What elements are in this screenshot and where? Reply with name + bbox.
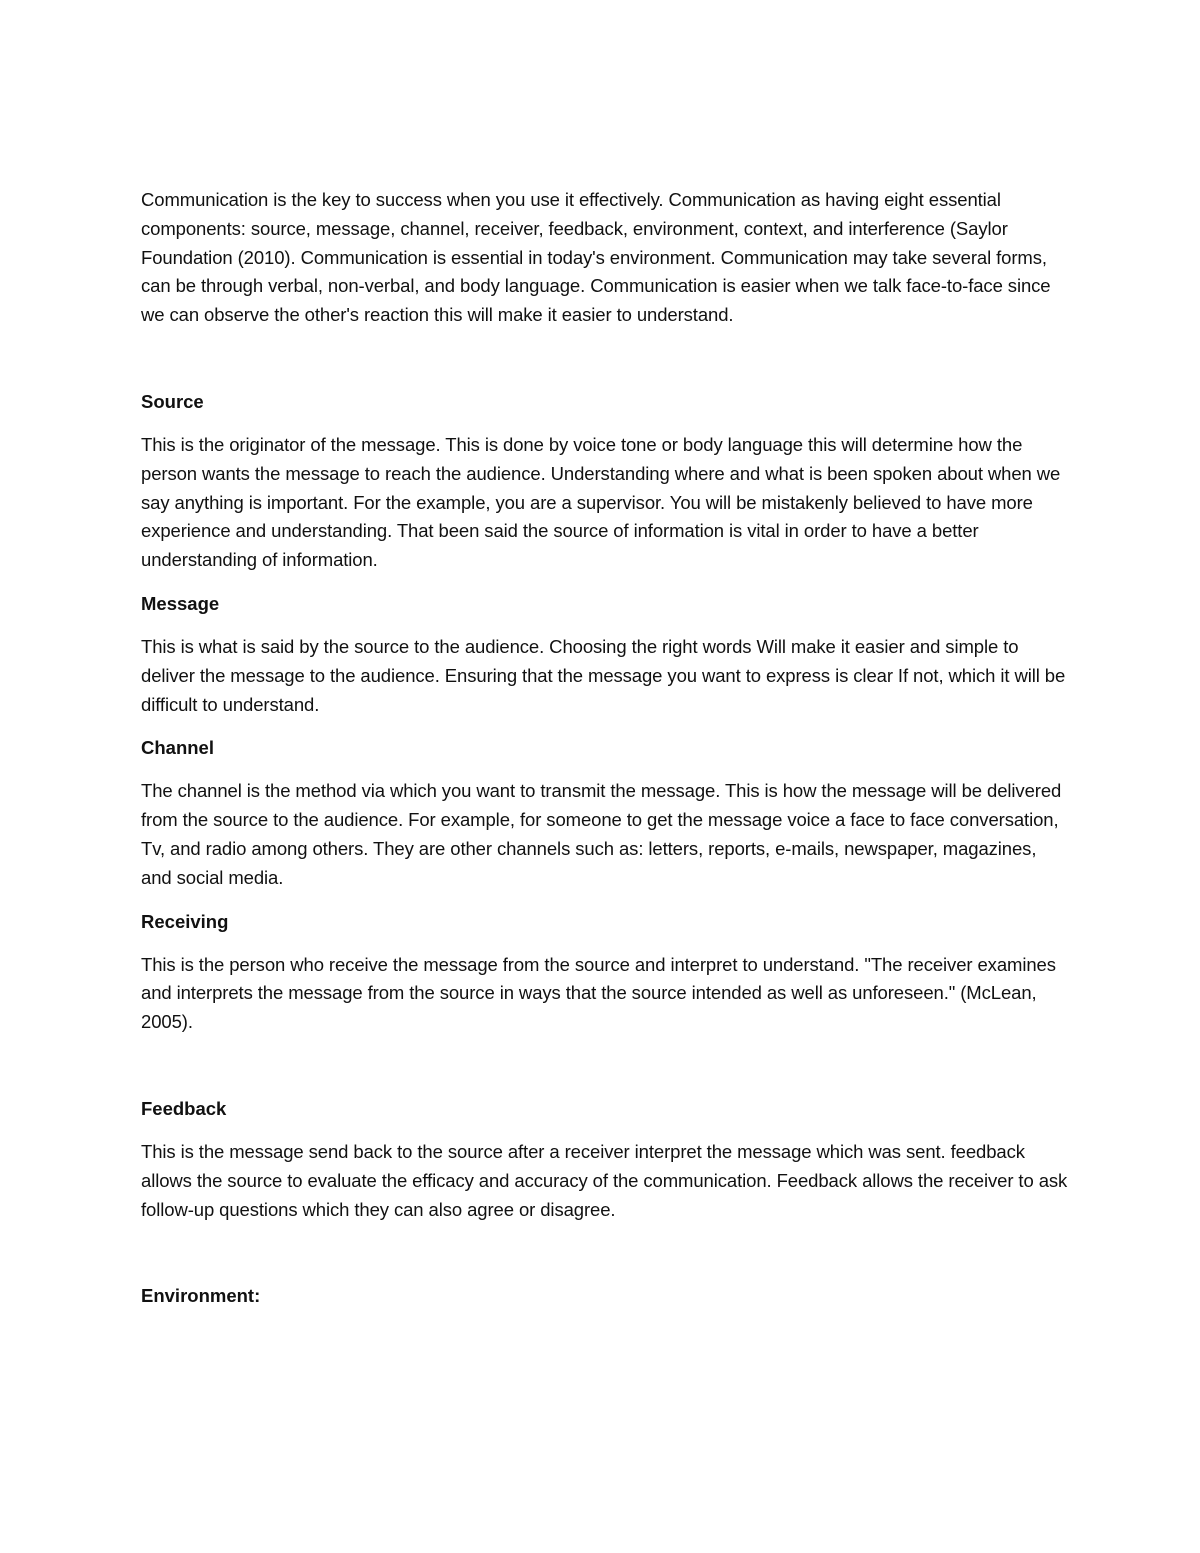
receiving-paragraph: This is the person who receive the message from the source and interpret to understand. "The receiver examines and interprets the message from the source in ways that the source intended as well as unforeseen." (McLean, 2005).: [141, 953, 1056, 1033]
heading-channel: Channel: [141, 737, 214, 759]
heading-receiving: Receiving: [141, 910, 229, 932]
heading-feedback: Feedback: [141, 1097, 227, 1119]
intro-paragraph: Communication is the key to success when you use it effectively. Communication as having eight essential components: source, message, channel, receiver, feedback, environment, context, and interference (Saylor Foundation (2010). Communication is essential in today's environment. Communication may take several forms, can be through verbal, non-verbal, and body language. Communication is easier when we talk face-to-face since we can observe the other's reaction this will make it easier to understand.: [141, 189, 1051, 326]
message-paragraph: This is what is said by the source to the audience. Choosing the right words Will make it easier and simple to deliver the message to the audience. Ensuring that the message you want to express is clear If not, which it will be difficult to understand.: [141, 635, 1066, 715]
heading-message: Message: [141, 592, 220, 614]
heading-environment: Environment:: [141, 1285, 261, 1307]
document-body: [141, 186, 1071, 1310]
channel-paragraph: The channel is the method via which you want to transmit the message. This is how the message will be delivered from the source to the audience. For example, for someone to get the message voice a face to face conversation, Tv, and radio among others. They are other channels such as: letters, reports, e-mails, newspaper, magazines, and social media.: [141, 780, 1062, 888]
heading-source: Source: [141, 390, 204, 412]
feedback-paragraph: This is the message send back to the source after a receiver interpret the message which was sent. feedback allows the source to evaluate the efficacy and accuracy of the communication. Feedback allows the receiver to ask follow-up questions which they can also agree or disagree.: [141, 1140, 1068, 1220]
source-paragraph: This is the originator of the message. This is done by voice tone or body language this will determine how the person wants the message to reach the audience. Understanding where and what is been spoken about when we say anything is important. For the example, you are a supervisor. You will be mistakenly believed to have more experience and understanding. That been said the source of information is vital in order to have a better understanding of information.: [141, 433, 1061, 571]
